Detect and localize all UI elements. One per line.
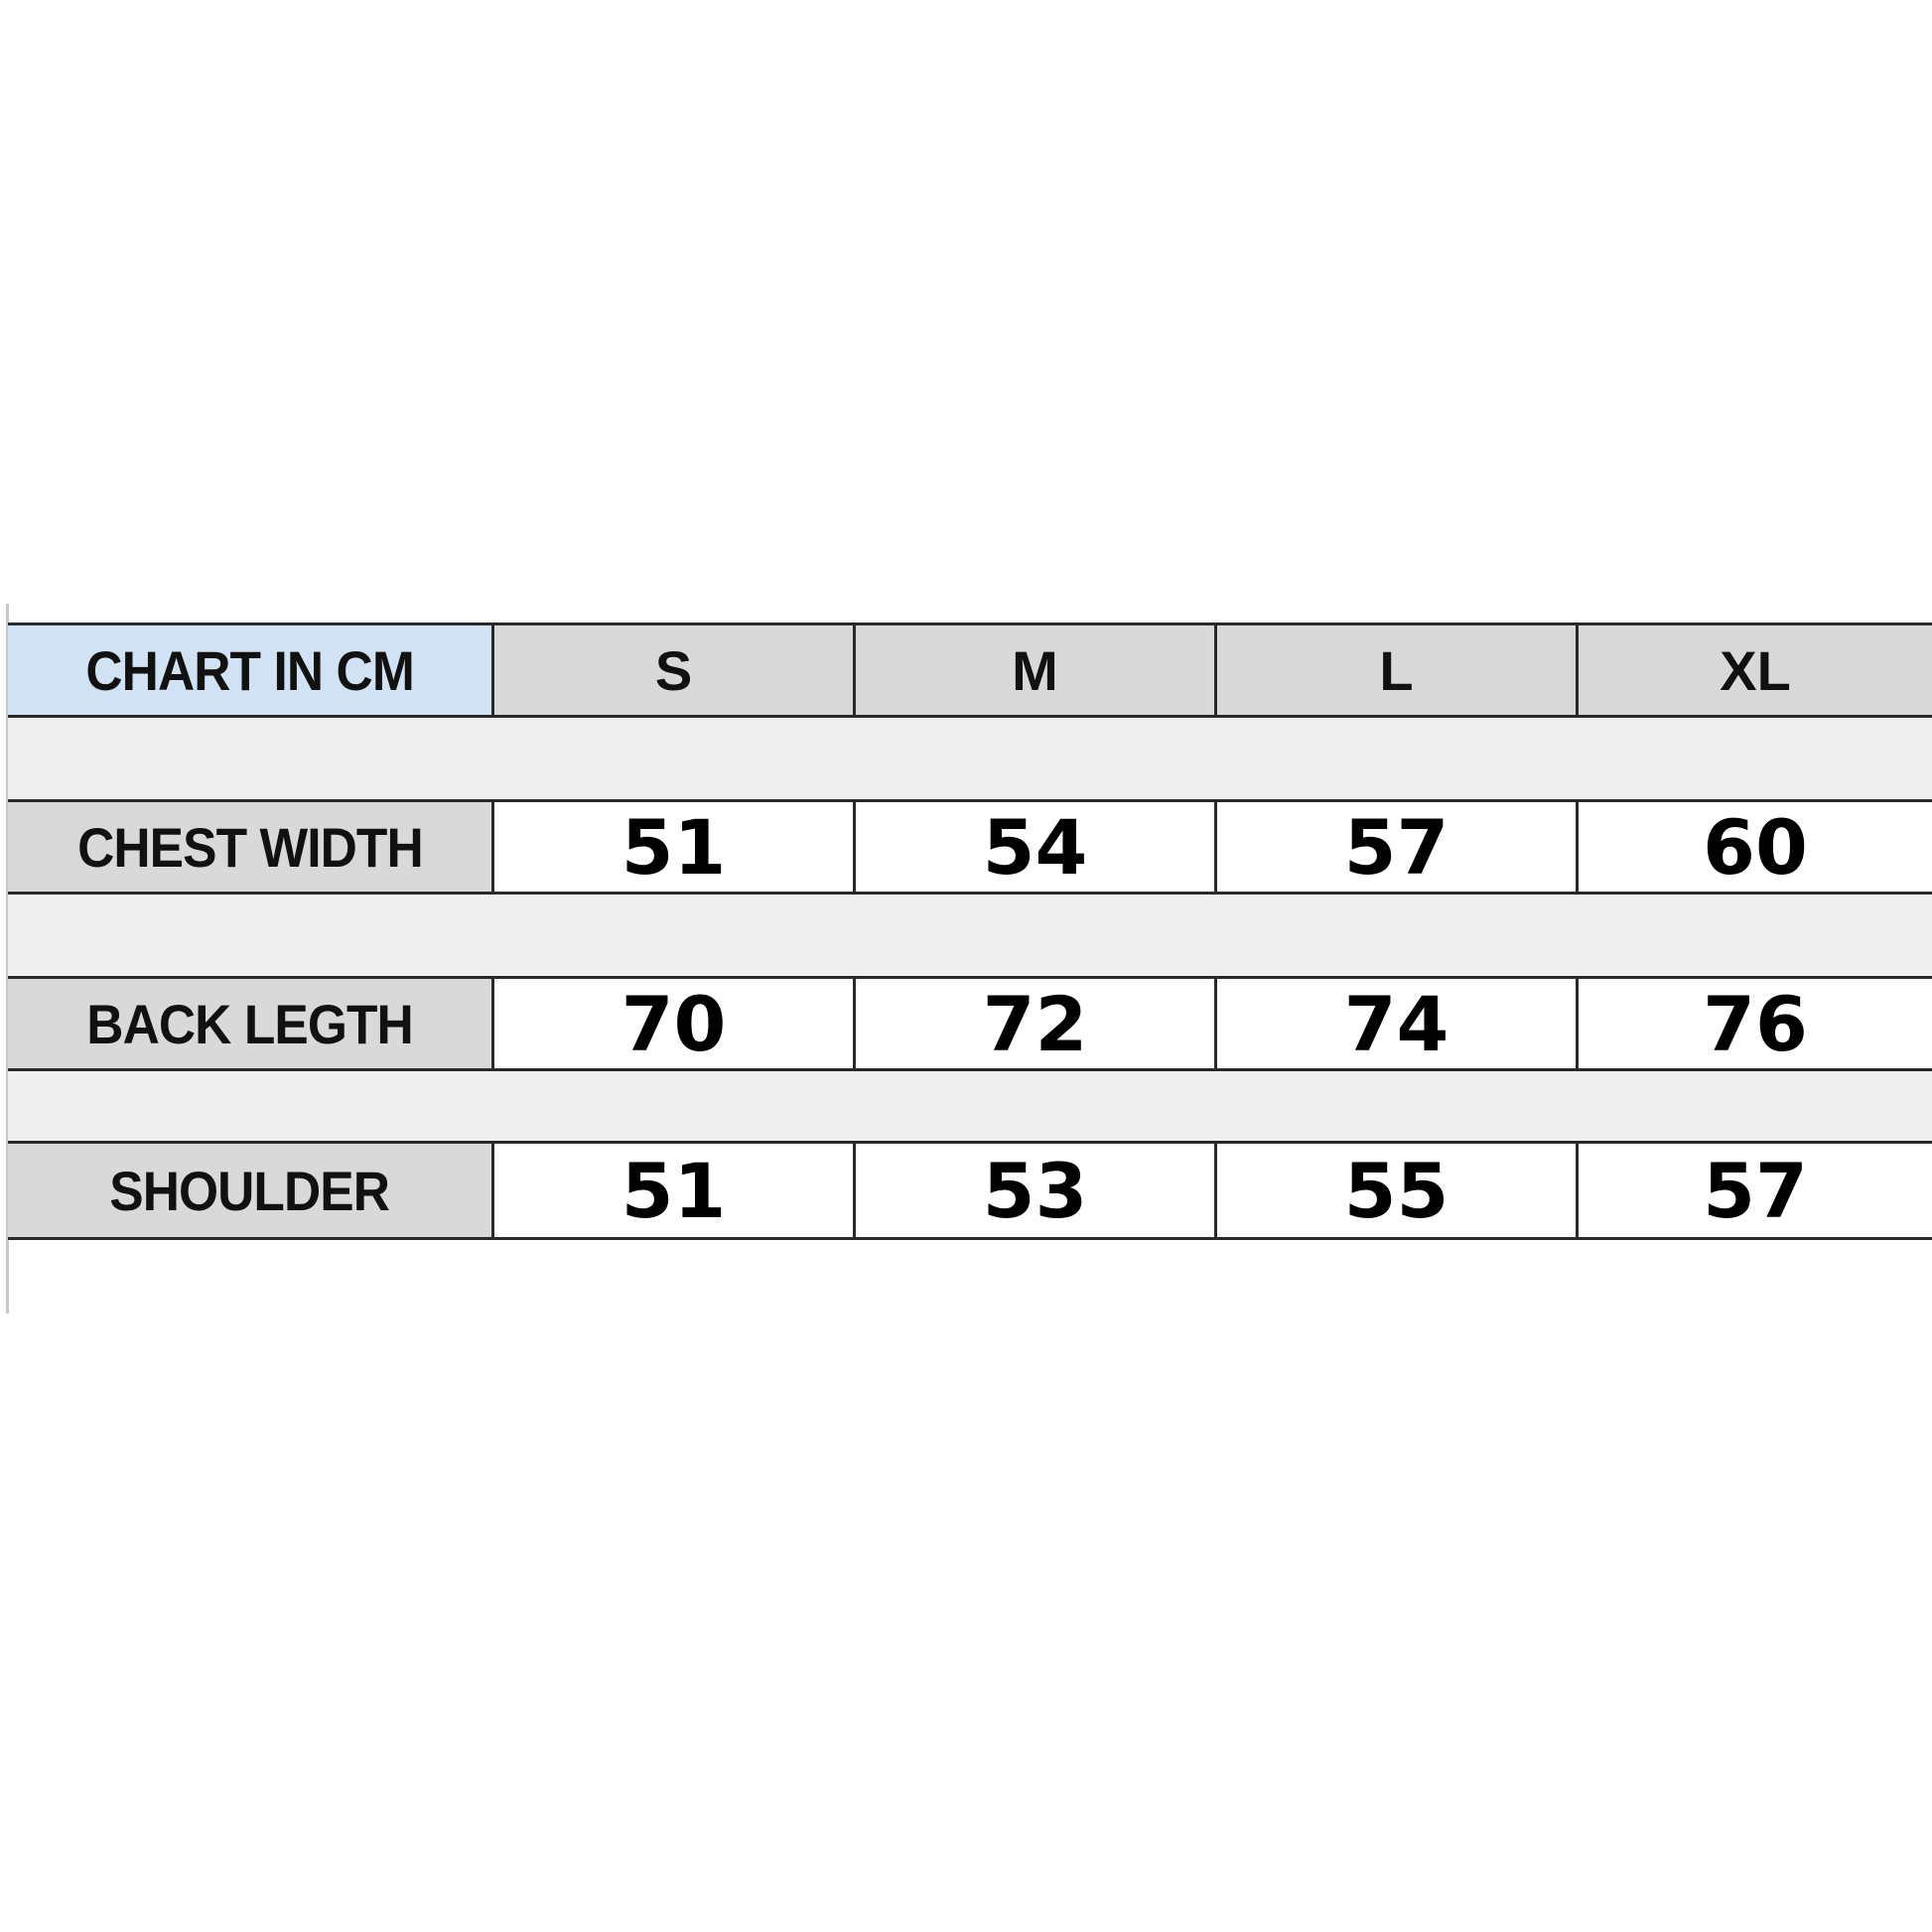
table-row [8,1141,1932,1240]
size-chart-table [8,622,1932,1240]
header-row [8,622,1932,718]
row-label-cell [8,802,494,892]
size-header-l: L [1217,625,1579,715]
size-header-s: S [494,625,856,715]
table-row [8,976,1932,1071]
row-label-cell [8,1144,494,1237]
row-spacer [8,1071,1932,1141]
size-header-m: M [856,625,1217,715]
value-cell: 76 [1579,979,1932,1068]
row-spacer [8,895,1932,976]
corner-label-cell [8,625,494,715]
value-cell: 72 [856,979,1217,1068]
value-cell: 53 [856,1144,1217,1237]
corner-label: CHART IN CM [85,638,414,702]
value-cell: 57 [1579,1144,1932,1237]
row-label: CHEST WIDTH [76,815,423,879]
row-spacer [8,718,1932,799]
value-cell: 51 [494,1144,856,1237]
value-cell: 51 [494,802,856,892]
value-cell: 60 [1579,802,1932,892]
row-label: SHOULDER [109,1159,390,1222]
size-header-xl: XL [1579,625,1932,715]
value-cell: 54 [856,802,1217,892]
row-label: BACK LEGTH [86,992,413,1055]
value-cell: 74 [1217,979,1579,1068]
value-cell: 55 [1217,1144,1579,1237]
table-row [8,799,1932,895]
value-cell: 70 [494,979,856,1068]
value-cell: 57 [1217,802,1579,892]
row-label-cell [8,979,494,1068]
